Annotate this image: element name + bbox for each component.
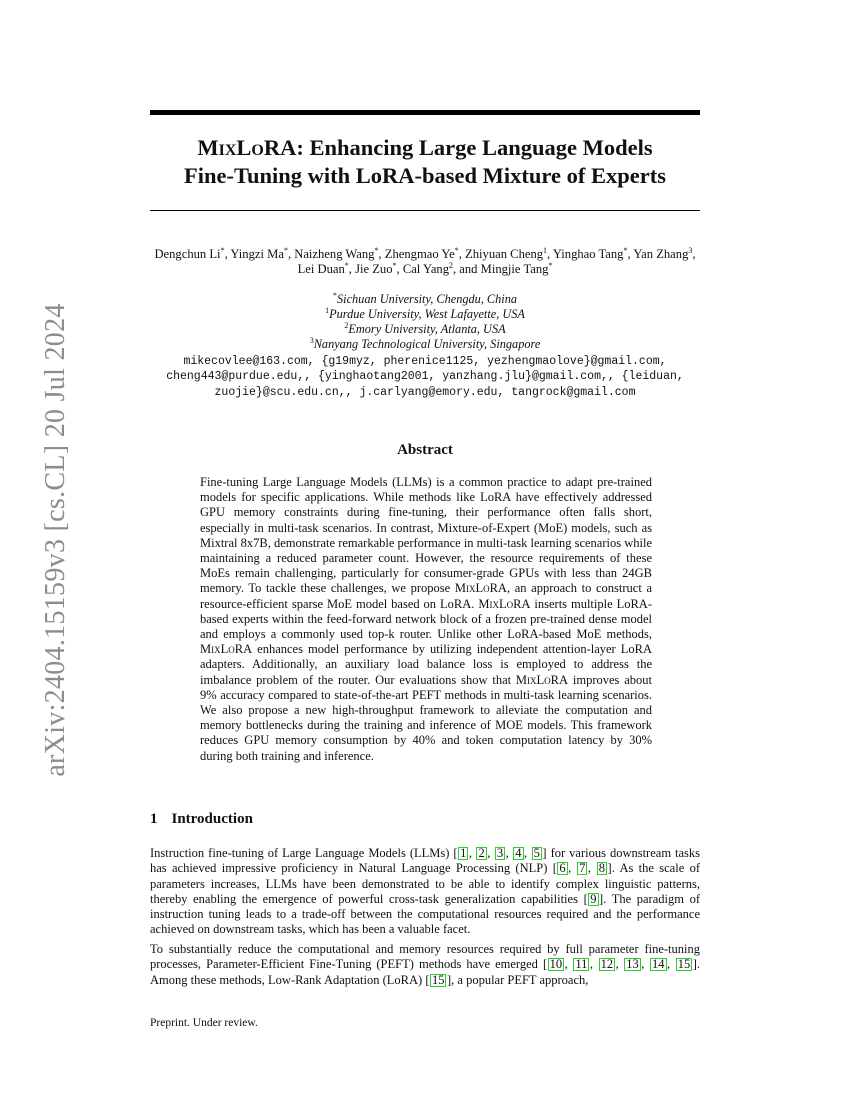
method-name: MixLoRA: [200, 642, 253, 657]
intro-paragraph-1: Instruction fine-tuning of Large Language Models (LLMs) [ 1 , 2 , 3 , 4 , 5 ] for various downstream tasks has achieved impressive proficiency in Natural Language Processing (NLP) [ 6 , 7 , 8 ]. As the scale of parameters increases, LLMs have been demonstrated to be able to identify complex linguistic patterns, thereby enabling the emergence of powerful cross-task generalization capabilities [ 9 ]. The paradigm of instruction tuning leads to a trade-off between the computational resources required and the performance achieved on downstream tasks, which has been a valuable facet.: [150, 846, 701, 937]
method-name: MixLoRA: [515, 672, 569, 687]
author-name: Mingjie Tang: [480, 262, 549, 276]
method-name: MixLoRA: [454, 581, 507, 596]
citation-link[interactable]: 6: [559, 861, 566, 876]
email-line: cheng443@purdue.edu,, {yinghaotang2001, yanzhang.jlu}@gmail.com,, {leiduan,: [166, 370, 684, 384]
section-heading: [150, 811, 253, 828]
citation-link[interactable]: 7: [579, 861, 586, 876]
title-method-name: MixLoRA: [197, 135, 297, 160]
citation-link[interactable]: 13: [626, 957, 639, 972]
text-run: improves about 9% accuracy compared to state-of-the-art PEFT methods in multi-task learning scenarios. We also propose a new high-throughput framework to alleviate the computation and memory bottlenecks during the training and inference of MOE models. This framework reduces GPU memory consumption by 40% and token computation latency by 30% during both training and inference.: [200, 672, 652, 763]
text-run: inserts multiple LoRA-based experts within the feed-forward network block of a frozen pre-trained dense model and employs a commonly used top-k router. Unlike other LoRA-based MoE methods,: [200, 596, 652, 642]
author-name: Dengchun Li: [154, 247, 221, 261]
affiliation-text: Purdue University, West Lafayette, USA: [329, 307, 525, 321]
affiliation-list: [150, 292, 700, 352]
citation-link[interactable]: 4: [515, 846, 522, 860]
author-name: Yinghao Tang: [552, 247, 624, 261]
text-run: Instruction fine-tuning of Large Language Models (LLMs): [150, 846, 454, 860]
affiliation: [150, 322, 700, 337]
method-name: MixLoRA: [478, 596, 531, 611]
abstract-body: [200, 475, 652, 764]
author-mark: *: [220, 245, 225, 255]
author-name: Yan Zhang: [633, 247, 689, 261]
citation-link[interactable]: 3: [496, 846, 504, 860]
author-mark: *: [548, 260, 553, 270]
author-mark: *: [392, 260, 397, 270]
affiliation-mark: *: [333, 290, 337, 300]
author-name: Zhengmao Ye: [384, 247, 455, 261]
citation-link[interactable]: 11: [575, 957, 588, 972]
citation-link[interactable]: 1: [460, 846, 467, 860]
author-name: Naizheng Wang: [294, 247, 375, 261]
citation-link[interactable]: 15: [677, 957, 691, 972]
section-title: Introduction: [171, 811, 253, 827]
affiliation-text: Sichuan University, Chengdu, China: [337, 292, 517, 306]
citation-link[interactable]: 12: [600, 957, 614, 972]
email-line: zuojie}@scu.edu.cn,, j.carlyang@emory.edu, tangrock@gmail.com: [214, 385, 636, 399]
text-run: enhances model performance by utilizing independent attention-layer LoRA adapters. Additionally, an auxiliary load balance loss is employed to address the imbalance problem of the router. Our evaluations show that: [200, 642, 652, 687]
affiliation: [150, 307, 700, 322]
author-mark: *: [623, 245, 628, 255]
citation-link[interactable]: 15: [431, 972, 445, 987]
author-name: Jie Zuo: [355, 262, 393, 276]
affiliation: [150, 337, 700, 352]
title-line1: : Enhancing Large Language Models: [296, 135, 653, 160]
paper-title: [150, 134, 700, 190]
affiliation: [150, 292, 700, 307]
citation-link[interactable]: 8: [598, 861, 606, 876]
author-mark: 1: [543, 245, 548, 255]
author-mark: *: [454, 245, 459, 255]
author-name: Cal Yang: [402, 262, 449, 276]
text-run: for various downstream tasks has achieved impressive proficiency in Natural Language Processing (NLP): [150, 846, 701, 876]
citation-link[interactable]: 5: [533, 846, 540, 860]
affiliation-text: Emory University, Atlanta, USA: [348, 322, 506, 336]
text-run: , a popular PEFT approach,: [451, 972, 589, 987]
arxiv-stamp: arXiv:2404.15159v3 [cs.CL] 20 Jul 2024: [40, 303, 71, 777]
author-mark: *: [283, 245, 288, 255]
author-list: Dengchun Li*, Yingzi Ma*, Naizheng Wang*, Zhengmao Ye*, Zhiyuan Cheng$^1$, Yinghao Tang*, Yan Zhang$^3$, Lei Duan*, Jie Zuo*, Cal Yang$^2$, and Mingjie Tang*: [154, 245, 696, 276]
citation-link[interactable]: 10: [549, 957, 563, 972]
text-run: . Among these methods, Low-Rank Adaptation (LoRA): [150, 957, 700, 987]
author-mark: 3: [688, 245, 693, 255]
author-mark: *: [374, 245, 379, 255]
text-run: To substantially reduce the computational and memory resources required by full parameter fine-tuning processes, Parameter-Efficient Fine-Tuning (PEFT) methods have emerged: [150, 942, 700, 972]
affiliation-text: Nanyang Technological University, Singapore: [313, 337, 541, 351]
abstract-heading: Abstract: [397, 442, 453, 458]
title-line2: Fine-Tuning with LoRA-based Mixture of Experts: [184, 163, 666, 188]
citation-link[interactable]: 14: [652, 957, 665, 972]
author-name: Zhiyuan Cheng: [465, 247, 544, 261]
text-run: . The paradigm of instruction tuning leads to a trade-off between the computational resources required and the performance achieved on downstream tasks, which has been a valuable facet.: [150, 891, 701, 937]
footer-note: Preprint. Under review.: [150, 1017, 258, 1029]
author-mark: 2: [449, 260, 453, 270]
affiliation-mark: 2: [344, 320, 349, 330]
section-number: 1: [150, 811, 158, 827]
citation-link[interactable]: 2: [478, 846, 485, 860]
title-top-rule: [150, 110, 700, 115]
text-run: Fine-tuning Large Language Models (LLMs) is a common practice to adapt pre-trained models for specific applications. While methods like LoRA have effectively addressed GPU memory constraints during fine-tuning, their performance often falls short, especially in multi-task scenarios. In contrast, Mixture-of-Expert (MoE) models, such as Mixtral 8x7B, demonstrate remarkable performance in multi-task learning scenarios while maintaining a reduced parameter count. However, the resource requirements of these MoEs remain challenging, particularly for consumer-grade GPUs with less than 24GB memory. To tackle these challenges, we propose: [200, 475, 652, 596]
affiliation-mark: 1: [325, 305, 330, 315]
author-mark: *: [344, 260, 349, 270]
citation-link[interactable]: 9: [590, 891, 597, 906]
email-line: mikecovlee@163.com, {g19myz, pherenice1125, yezhengmaolove}@gmail.com,: [183, 355, 667, 368]
intro-paragraph-2: To substantially reduce the computational and memory resources required by full parameter fine-tuning processes, Parameter-Efficient Fine-Tuning (PEFT) methods have emerged [ 10 , 11 , 12 , 13 , 14 , 15 ]. Among these methods, Low-Rank Adaptation (LoRA) [ 15 ], a popular PEFT approach,: [150, 942, 700, 987]
text-run: . As the scale of parameters increases, LLMs have been demonstrated to be able to identify complex linguistic patterns, thereby enabling the emergence of powerful cross-task generalization capabilities: [150, 861, 700, 906]
email-list: [140, 354, 710, 400]
text-run: , an approach to construct a resource-efficient sparse MoE model based on LoRA.: [200, 581, 652, 611]
author-name: Lei Duan: [297, 262, 345, 276]
author-name: Yingzi Ma: [230, 247, 284, 261]
affiliation-mark: 3: [309, 335, 314, 345]
title-bottom-rule: [150, 210, 700, 211]
